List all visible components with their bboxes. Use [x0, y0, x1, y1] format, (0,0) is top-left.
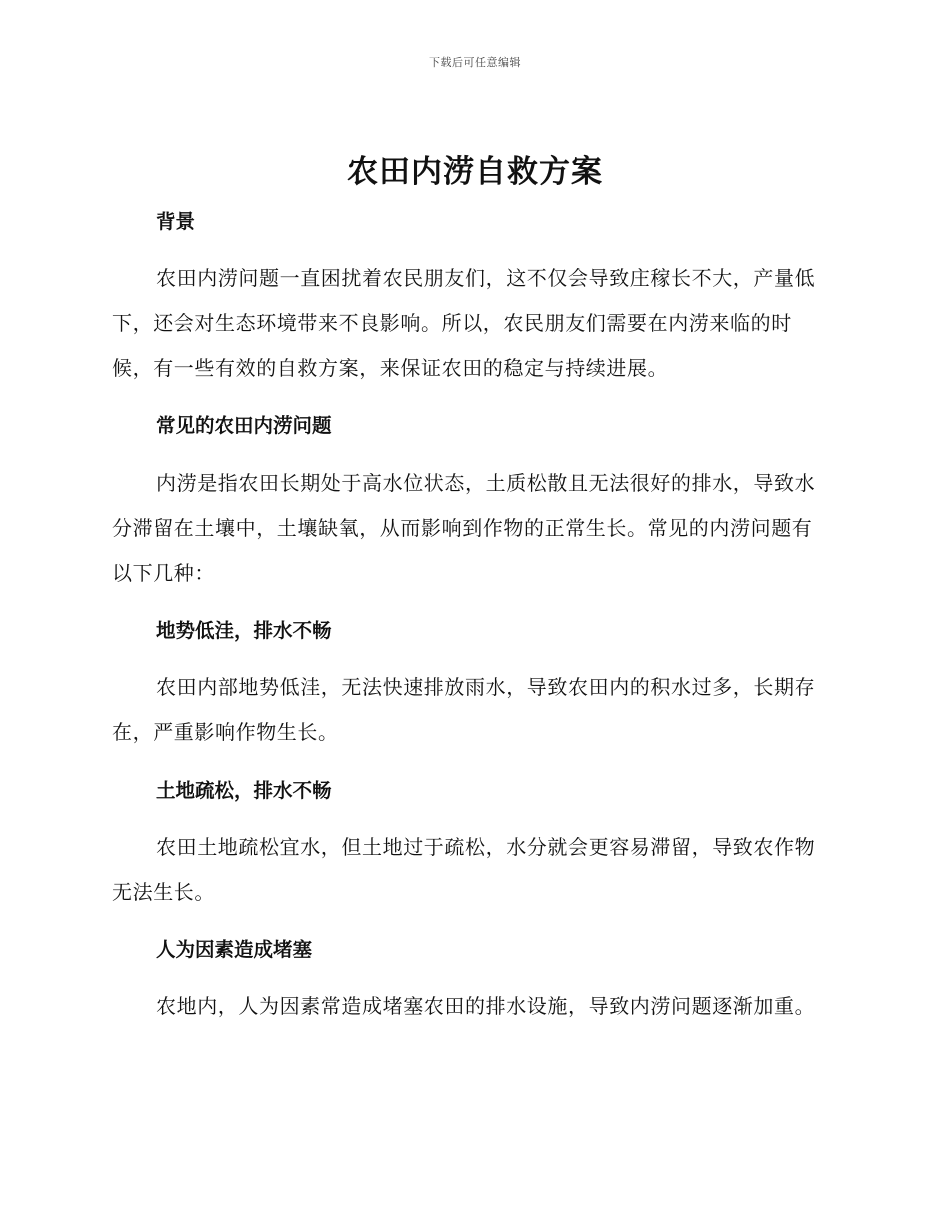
section-heading-low-terrain: 地势低洼，排水不畅 — [156, 619, 332, 642]
document-title: 农田内涝自救方案 — [347, 154, 603, 190]
section-body-background: 农田内涝问题一直困扰着农民朋友们，这不仅会导致庄稼长不大，产量低下，还会对生态环境带来不良影响。所以，农民朋友们需要在内涝来临的时候，有一些有效的自救方案，来保证农田的稳定与持续进展。 — [112, 266, 816, 380]
section-body-loose-soil: 农田土地疏松宜水，但土地过于疏松，水分就会更容易滞留，导致农作物无法生长。 — [112, 835, 816, 904]
section-body-common-problems: 内涝是指农田长期处于高水位状态，土质松散且无法很好的排水，导致水分滞留在土壤中，土壤缺氧，从而影响到作物的正常生长。常见的内涝问题有以下几种： — [112, 471, 816, 585]
section-heading-background: 背景 — [156, 210, 196, 233]
header-note: 下载后可任意编辑 — [429, 56, 521, 69]
section-body-low-terrain: 农田内部地势低洼，无法快速排放雨水，导致农田内的积水过多，长期存在，严重影响作物生长。 — [112, 675, 816, 744]
section-heading-common-problems: 常见的农田内涝问题 — [156, 414, 332, 437]
section-heading-human-blockage: 人为因素造成堵塞 — [156, 938, 313, 961]
section-heading-loose-soil: 土地疏松，排水不畅 — [156, 779, 332, 802]
section-body-human-blockage: 农地内，人为因素常造成堵塞农田的排水设施，导致内涝问题逐渐加重。 — [156, 994, 816, 1018]
